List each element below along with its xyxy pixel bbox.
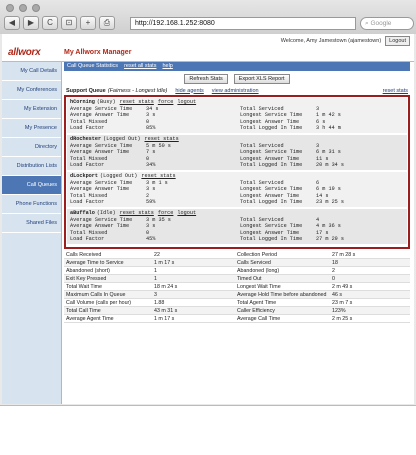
sidebar-nav xyxy=(2,62,62,404)
stat-value: 6 m 31 s xyxy=(316,149,341,156)
logout-button[interactable]: Logout xyxy=(385,36,410,46)
hide-agents-link[interactable]: hide agents xyxy=(175,87,204,94)
agent-stat-row xyxy=(240,193,404,200)
summary-value: 43 m 31 s xyxy=(154,307,178,314)
stat-value: 3 m 35 s xyxy=(146,216,171,223)
view-administration-link[interactable]: view administration xyxy=(211,87,259,94)
agent-stat-row xyxy=(240,125,404,132)
summary-row xyxy=(64,315,410,323)
summary-label: Average Time to Service xyxy=(66,259,124,266)
agent-stat-row xyxy=(240,149,404,156)
stat-label: Load Factor xyxy=(70,125,105,132)
welcome-text: Welcome, Amy Jamestown (ajamestown) xyxy=(280,38,382,44)
agent-stat-row xyxy=(70,217,234,224)
stat-value: 3 xyxy=(316,105,320,112)
stat-value: 20 m 34 s xyxy=(316,162,345,169)
stat-label: Longest Service Time xyxy=(240,223,303,230)
stat-label: Total Logged In Time xyxy=(240,199,303,206)
user-bar xyxy=(281,36,410,46)
browser-titlebar xyxy=(0,0,416,34)
sidebar-item-my-call-details[interactable]: My Call Details xyxy=(2,62,61,81)
summary-label: Abandoned (long) xyxy=(237,267,280,274)
stat-label: Average Answer Time xyxy=(70,223,130,230)
agent-block xyxy=(67,209,407,244)
summary-value: 18 xyxy=(332,259,338,266)
queue-header xyxy=(64,86,410,95)
queue-reset-stats-link[interactable]: reset stats xyxy=(382,87,408,94)
stat-value: 6 m 19 s xyxy=(316,186,341,193)
new-tab-button[interactable]: + xyxy=(80,16,96,30)
agent-stat-row xyxy=(240,180,404,187)
stat-value: 5 m 50 s xyxy=(146,142,171,149)
stat-label: Average Answer Time xyxy=(70,149,130,156)
stat-label: Total Missed xyxy=(70,118,108,125)
summary-row xyxy=(64,291,410,299)
agent-status: (Logged Out) xyxy=(100,172,138,179)
summary-label: Longest Wait Time xyxy=(237,283,281,290)
agent-header-row xyxy=(70,99,234,106)
agent-block xyxy=(67,135,407,170)
agent-reset-stats-link[interactable]: reset stats xyxy=(141,172,176,179)
agent-stat-row xyxy=(70,106,234,113)
stat-label: Total Missed xyxy=(70,192,108,199)
summary-value: 2 m 25 s xyxy=(332,315,353,322)
stat-value: 1 m 42 s xyxy=(316,112,341,119)
sidebar-item-directory[interactable]: Directory xyxy=(2,138,61,157)
sidebar-item-my-conferences[interactable]: My Conferences xyxy=(2,81,61,100)
agent-stat-row xyxy=(70,143,234,150)
minimize-window-button[interactable] xyxy=(19,4,27,12)
summary-row xyxy=(64,275,410,283)
stat-value: 4 m 36 s xyxy=(316,223,341,230)
summary-row xyxy=(64,307,410,315)
agent-stat-row xyxy=(70,119,234,126)
stat-value: 0 xyxy=(146,118,150,125)
summary-label: Total Agent Time xyxy=(237,299,277,306)
sidebar-item-my-extension[interactable]: My Extension xyxy=(2,100,61,119)
stat-label: Total Missed xyxy=(70,155,108,162)
stat-value: 45% xyxy=(146,236,156,243)
queue-strategy: (Fairness - Longest Idle) xyxy=(107,87,168,94)
agent-stat-row xyxy=(240,236,404,243)
sidebar-item-call-queues[interactable]: Call Queues xyxy=(2,176,61,195)
summary-value: 0 xyxy=(332,275,335,282)
window-controls xyxy=(6,4,40,12)
summary-label: Total Wait Time xyxy=(66,283,103,290)
agent-stat-row xyxy=(240,156,404,163)
summary-value: 27 m 28 s xyxy=(332,251,356,258)
sidebar-item-phone-functions[interactable]: Phone Functions xyxy=(2,195,61,214)
agent-stat-row xyxy=(240,143,404,150)
stat-label: Average Service Time xyxy=(70,105,133,112)
stat-label: Average Service Time xyxy=(70,179,133,186)
agent-status: (Logged Out) xyxy=(103,135,141,142)
print-button[interactable]: ⎙ xyxy=(99,16,115,30)
summary-value: 123% xyxy=(332,307,346,314)
agent-stat-row xyxy=(70,125,234,132)
page-viewport xyxy=(2,34,414,404)
stat-value: 0 xyxy=(146,155,150,162)
agent-force-link[interactable]: force xyxy=(157,209,174,216)
agent-right-column xyxy=(237,172,407,207)
agent-spacer-row xyxy=(240,136,404,143)
summary-label: Calls Received xyxy=(66,251,102,258)
summary-value: 2 m 49 s xyxy=(332,283,353,290)
summary-label: Exit Key Pressed xyxy=(66,275,107,282)
stat-label: Total Logged In Time xyxy=(240,125,303,132)
stat-label: Load Factor xyxy=(70,162,105,169)
agent-name: aBuffalo xyxy=(70,209,95,216)
stat-value: 3 s xyxy=(146,112,156,119)
app-title: My Allworx Manager xyxy=(64,49,132,56)
agent-right-column xyxy=(237,135,407,170)
stat-label: Longest Answer Time xyxy=(240,192,300,199)
agent-status: (Idle) xyxy=(96,209,116,216)
summary-value: 3 xyxy=(154,291,157,298)
summary-value: 22 xyxy=(154,251,160,258)
agent-stat-row xyxy=(70,156,234,163)
summary-row xyxy=(64,283,410,291)
stat-label: Total Logged In Time xyxy=(240,162,303,169)
stat-label: Longest Answer Time xyxy=(240,229,300,236)
summary-value: 1 m 17 s xyxy=(154,259,175,266)
agent-name: dRochester xyxy=(70,135,102,142)
agent-stats-box xyxy=(64,95,410,249)
summary-label: Calls Serviced xyxy=(237,259,271,266)
agent-stat-row xyxy=(70,223,234,230)
summary-value: 2 xyxy=(332,267,335,274)
stat-label: Average Service Time xyxy=(70,142,133,149)
sidebar-item-distribution-lists[interactable]: Distribution Lists xyxy=(2,157,61,176)
agent-stat-row xyxy=(70,236,234,243)
search-placeholder: Google xyxy=(370,20,392,27)
agent-stat-row xyxy=(240,119,404,126)
agent-left-column xyxy=(67,98,237,133)
stat-label: Total Serviced xyxy=(240,216,284,223)
summary-label: Collection Period xyxy=(237,251,278,258)
agent-stat-row xyxy=(240,186,404,193)
summary-row xyxy=(64,251,410,259)
summary-label: Abandoned (short) xyxy=(66,267,110,274)
summary-label: Total Call Time xyxy=(66,307,101,314)
queue-name: Support Queue xyxy=(66,87,106,94)
agent-stat-row xyxy=(70,230,234,237)
stat-value: 27 m 29 s xyxy=(316,236,345,243)
stat-value: 3 s xyxy=(146,186,156,193)
summary-value: 18 m 24 s xyxy=(154,283,178,290)
summary-value: 1 xyxy=(154,267,157,274)
stat-label: Longest Service Time xyxy=(240,149,303,156)
summary-value: 1 m 17 s xyxy=(154,315,175,322)
stat-value: 34% xyxy=(146,162,156,169)
stat-label: Load Factor xyxy=(70,236,105,243)
queue-summary-table xyxy=(64,251,410,323)
agent-stat-row xyxy=(70,186,234,193)
stat-label: Average Answer Time xyxy=(70,186,130,193)
agent-block xyxy=(67,172,407,207)
agent-reset-stats-link[interactable]: reset stats xyxy=(119,209,154,216)
agent-spacer-row xyxy=(240,173,404,180)
agent-left-column xyxy=(67,172,237,207)
summary-value: 1.88 xyxy=(154,299,165,306)
summary-value: 1 xyxy=(154,275,157,282)
agent-header-row xyxy=(70,173,234,180)
agent-stat-row xyxy=(70,199,234,206)
main-panel xyxy=(64,62,410,323)
help-link[interactable]: help xyxy=(162,63,173,69)
stat-value: 6 s xyxy=(316,118,326,125)
stat-label: Longest Answer Time xyxy=(240,155,300,162)
zoom-window-button[interactable] xyxy=(32,4,40,12)
browser-toolbar xyxy=(4,15,115,31)
close-window-button[interactable] xyxy=(6,4,14,12)
summary-row xyxy=(64,267,410,275)
agent-force-link[interactable]: force xyxy=(157,99,174,105)
refresh-stats-button[interactable]: Refresh Stats xyxy=(184,74,227,84)
agent-block xyxy=(67,98,407,133)
summary-value: 23 m 7 s xyxy=(332,299,353,306)
agent-header-row xyxy=(70,210,234,217)
stat-value: 11 s xyxy=(316,155,329,162)
stat-label: Total Serviced xyxy=(240,142,284,149)
bookmarks-button[interactable]: ⊡ xyxy=(61,16,77,30)
agent-stat-row xyxy=(240,106,404,113)
agent-stat-row xyxy=(240,199,404,206)
reload-button[interactable]: C xyxy=(42,16,58,30)
stat-value: 59% xyxy=(146,199,156,206)
stat-label: Load Factor xyxy=(70,199,105,206)
agent-stat-row xyxy=(70,162,234,169)
stat-value: 3 m 1 s xyxy=(146,179,168,186)
summary-value: 46 s xyxy=(332,291,343,298)
summary-label: Caller Efficiency xyxy=(237,307,275,314)
back-button[interactable]: ◀ xyxy=(4,16,20,30)
agent-header-row xyxy=(70,136,234,143)
stat-value: 0 xyxy=(146,229,150,236)
stat-value: 3 xyxy=(316,142,320,149)
stat-value: 17 s xyxy=(316,229,329,236)
summary-label: Average Agent Time xyxy=(66,315,114,322)
address-bar[interactable]: http://192.168.1.252:8080 xyxy=(130,17,356,30)
agent-stat-row xyxy=(240,112,404,119)
section-header xyxy=(64,62,410,71)
agent-reset-stats-link[interactable]: reset stats xyxy=(119,99,154,105)
stat-value: 3 h 44 m xyxy=(316,125,341,132)
agent-stat-row xyxy=(240,230,404,237)
agent-left-column xyxy=(67,135,237,170)
export-xls-button[interactable]: Export XLS Report xyxy=(234,74,290,84)
agent-spacer-row xyxy=(240,210,404,217)
agent-logout-link[interactable]: logout xyxy=(177,209,197,216)
agent-name: hCorning xyxy=(70,99,95,105)
agent-reset-stats-link[interactable]: reset stats xyxy=(144,135,179,142)
agent-right-column xyxy=(237,209,407,244)
agent-logout-link[interactable]: logout xyxy=(177,99,197,105)
sidebar-item-shared-files[interactable]: Shared Files xyxy=(2,214,61,233)
agent-left-column xyxy=(67,209,237,244)
agent-stat-row xyxy=(70,180,234,187)
agent-stat-row xyxy=(70,112,234,119)
summary-row xyxy=(64,259,410,267)
action-buttons xyxy=(64,71,410,86)
stat-value: 7 s xyxy=(146,149,156,156)
forward-button[interactable]: ▶ xyxy=(23,16,39,30)
agent-stat-row xyxy=(240,217,404,224)
agent-name: dLockport xyxy=(70,172,99,179)
stat-label: Average Answer Time xyxy=(70,112,130,119)
stat-value: 4 xyxy=(316,216,320,223)
reset-all-stats-link[interactable]: reset all stats xyxy=(124,63,157,69)
agent-stat-row xyxy=(240,223,404,230)
summary-label: Maximum Calls In Queue xyxy=(66,291,126,298)
agent-status: (Busy) xyxy=(96,99,116,105)
stat-value: 6 xyxy=(316,179,320,186)
agent-stat-row xyxy=(70,193,234,200)
summary-label: Call Volume (calls per hour) xyxy=(66,299,132,306)
stat-value: 85% xyxy=(146,125,156,132)
stat-value: 23 m 25 s xyxy=(316,199,345,206)
agent-stat-row xyxy=(240,162,404,169)
agent-right-column xyxy=(237,98,407,133)
agent-stat-row xyxy=(70,149,234,156)
stat-value: 34 s xyxy=(146,105,159,112)
stat-label: Longest Service Time xyxy=(240,186,303,193)
stat-label: Total Serviced xyxy=(240,105,284,112)
summary-row xyxy=(64,299,410,307)
section-title: Call Queue Statistics xyxy=(67,63,119,69)
agent-spacer-row xyxy=(240,99,404,106)
stat-label: Total Missed xyxy=(70,229,108,236)
summary-label: Timed Out xyxy=(237,275,262,282)
summary-label: Average Hold Time before abandoned xyxy=(237,291,327,298)
search-icon: ⌕ xyxy=(365,20,371,27)
summary-label: Average Call Time xyxy=(237,315,281,322)
search-field[interactable] xyxy=(360,17,414,30)
stat-value: 2 xyxy=(146,192,150,199)
stat-label: Average Service Time xyxy=(70,216,133,223)
stat-value: 3 s xyxy=(146,223,156,230)
stat-label: Longest Answer Time xyxy=(240,118,300,125)
stat-label: Total Serviced xyxy=(240,179,284,186)
sidebar-item-my-presence[interactable]: My Presence xyxy=(2,119,61,138)
stat-label: Longest Service Time xyxy=(240,112,303,119)
stat-label: Total Logged In Time xyxy=(240,236,303,243)
allworx-logo: allworx xyxy=(8,47,41,58)
stat-value: 14 s xyxy=(316,192,329,199)
